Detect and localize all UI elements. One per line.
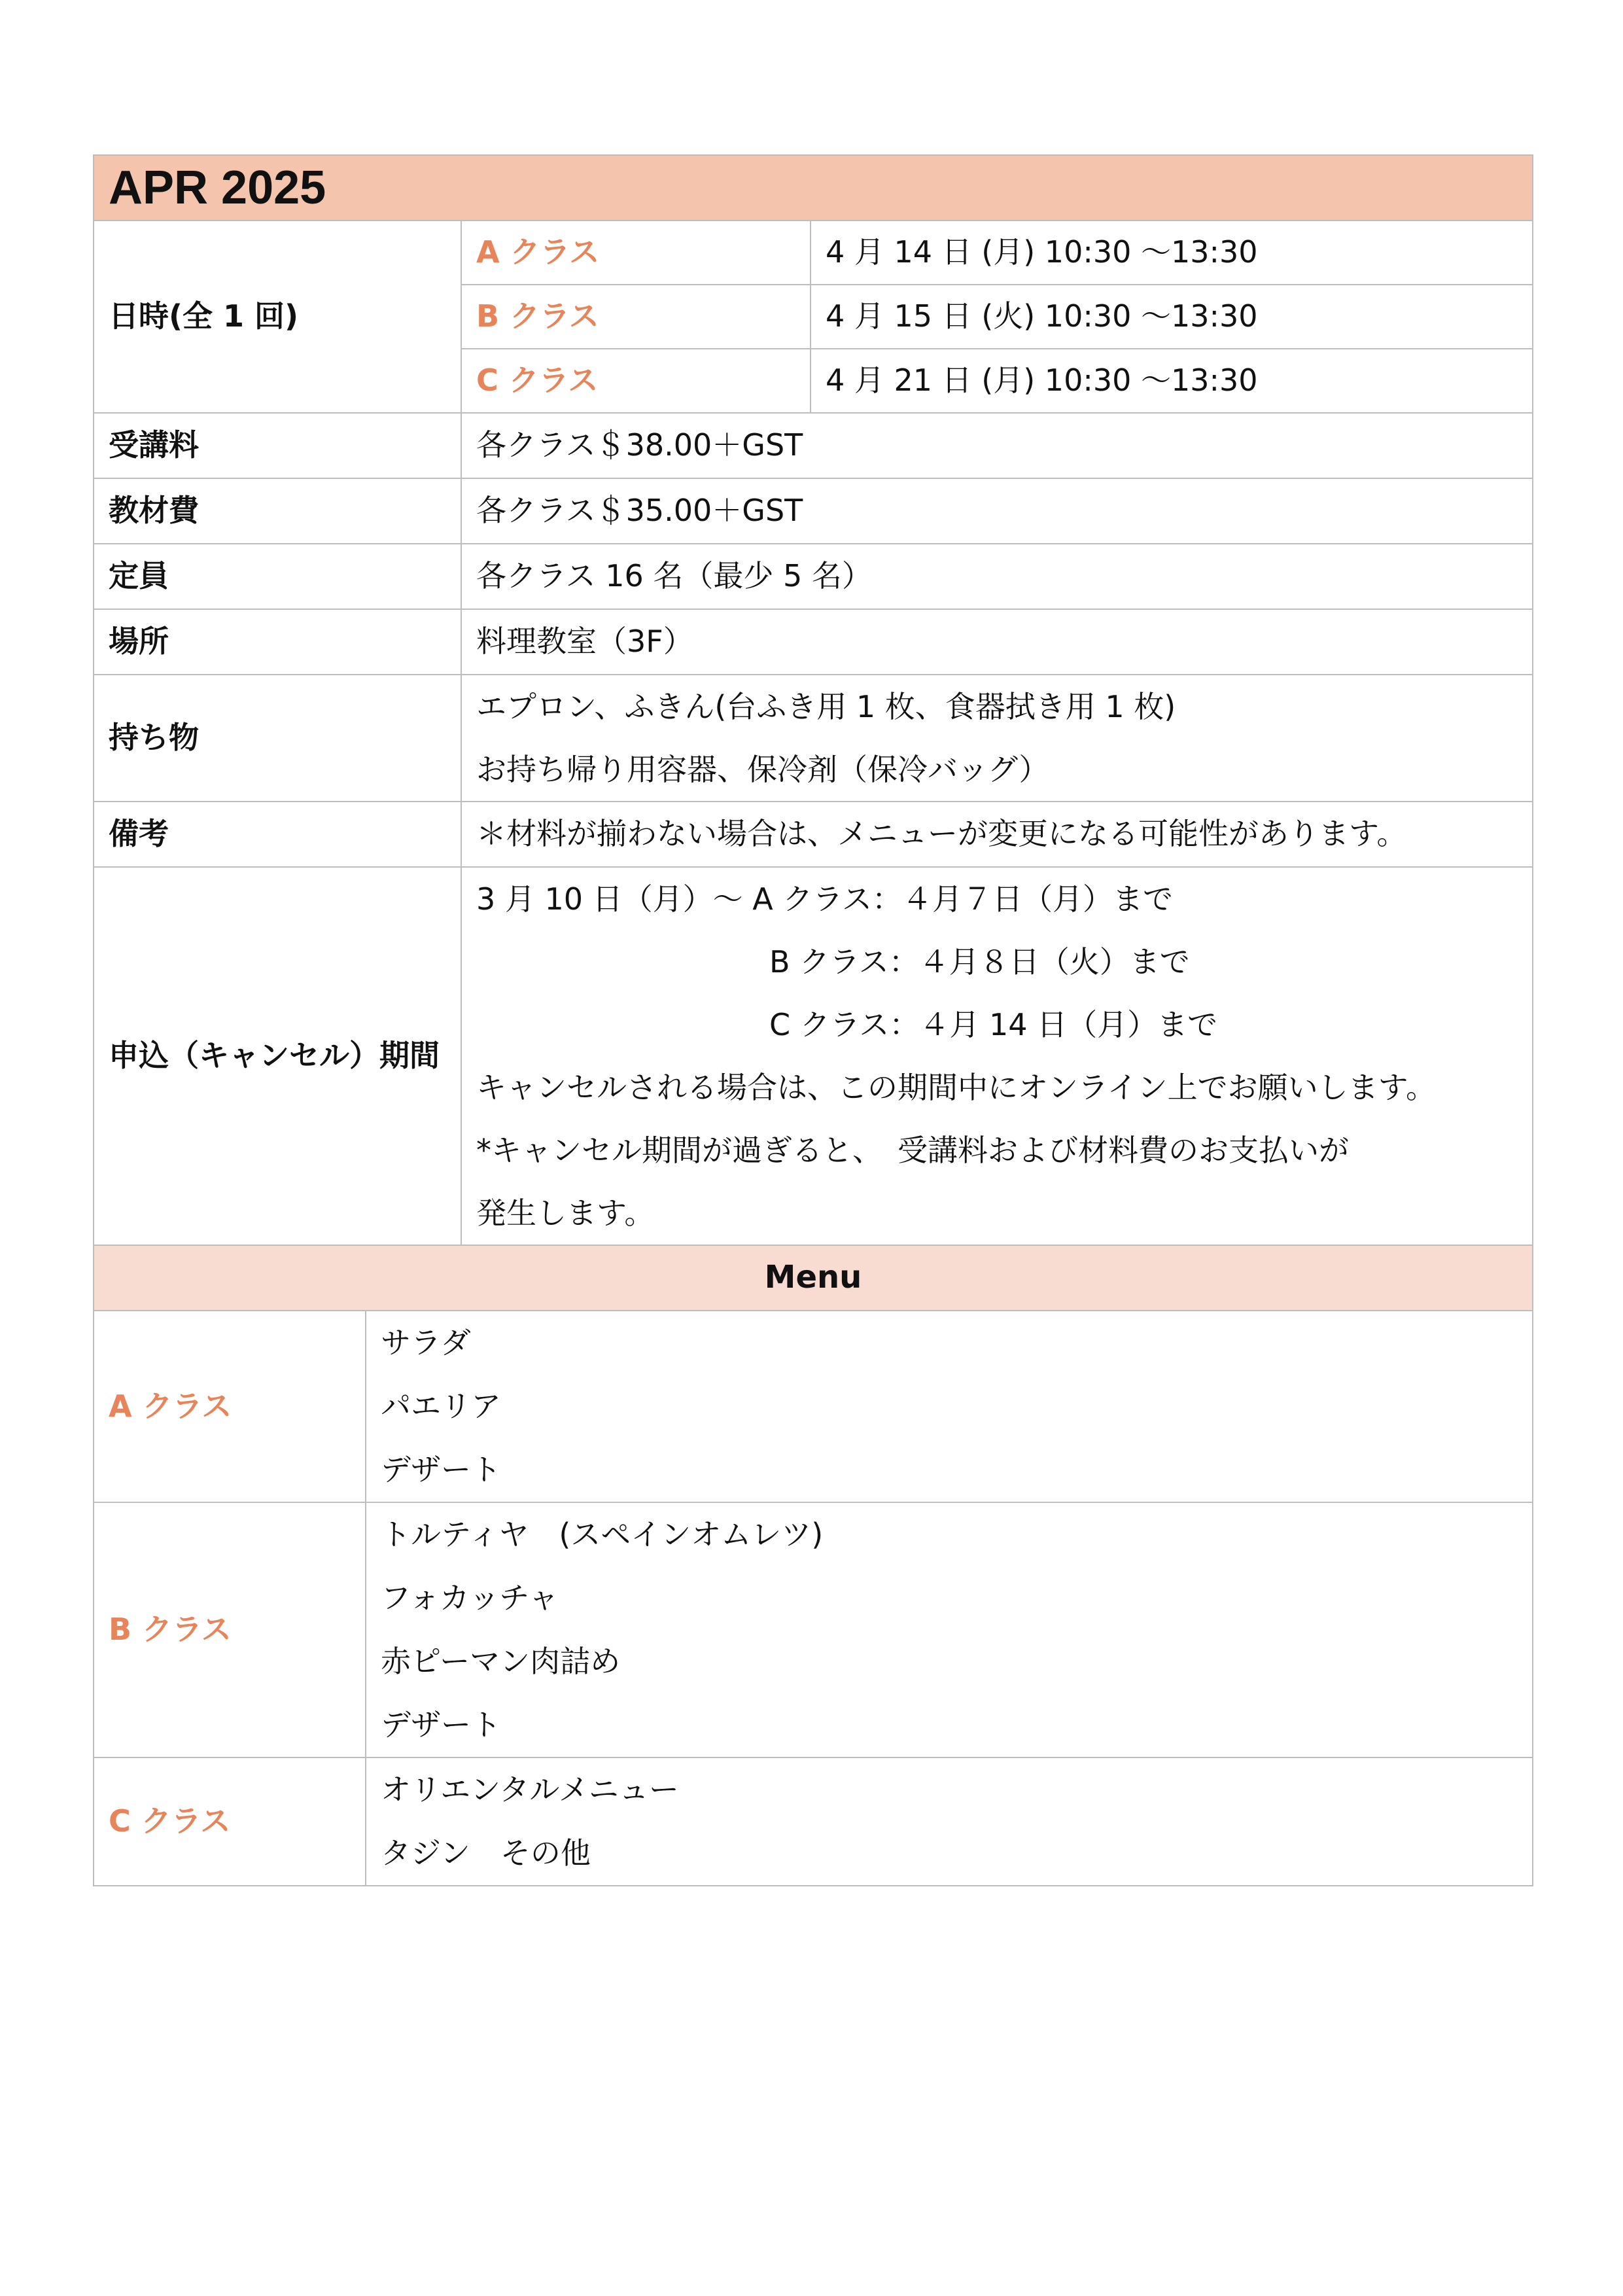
material-label: 教材費 [94, 478, 461, 544]
notes-row [94, 802, 1533, 867]
menu-header: Menu [94, 1245, 1533, 1311]
application-row [94, 867, 1533, 1245]
notes-label: 備考 [94, 802, 461, 867]
belongings-line-2: お持ち帰り用容器、保冷剤（保冷バッグ） [476, 752, 1049, 787]
schedule-row-a [94, 221, 1533, 285]
place-label: 場所 [94, 609, 461, 675]
material-row [94, 478, 1533, 544]
menu-row-a [94, 1311, 1533, 1502]
menu-item: オリエンタルメニュー [381, 1772, 679, 1807]
schedule-class-a: A クラス [461, 221, 811, 285]
capacity-row [94, 544, 1533, 609]
menu-item: デザート [381, 1452, 501, 1487]
menu-class-b: B クラス [94, 1502, 366, 1757]
application-line-1: 3 月 10 日（月）～ A クラス：４月７日（月）まで [476, 881, 1173, 917]
schedule-label: 日時(全 1 回) [94, 221, 461, 413]
application-value [461, 867, 1533, 1245]
schedule-class-c: C クラス [461, 349, 811, 413]
application-label: 申込（キャンセル）期間 [94, 867, 461, 1245]
menu-items-b [366, 1502, 1533, 1757]
menu-class-a: A クラス [94, 1311, 366, 1502]
menu-item: 赤ピーマン肉詰め [381, 1644, 621, 1679]
fee-row [94, 413, 1533, 478]
fee-value: 各クラス＄38.00＋GST [461, 413, 1533, 478]
schedule-time-c: 4 月 21 日 (月) 10:30 ～13:30 [811, 349, 1533, 413]
schedule-time-b: 4 月 15 日 (火) 10:30 ～13:30 [811, 285, 1533, 349]
menu-item: パエリア [381, 1388, 501, 1424]
menu-item: フォカッチャ [381, 1580, 559, 1616]
schedule-time-a: 4 月 14 日 (月) 10:30 ～13:30 [811, 221, 1533, 285]
menu-item: タジン その他 [381, 1835, 591, 1871]
application-line-6: 発生します。 [476, 1195, 655, 1231]
menu-row-c [94, 1757, 1533, 1886]
belongings-row [94, 675, 1533, 802]
application-line-5: *キャンセル期間が過ぎると、 受講料および材料費のお支払いが [476, 1133, 1349, 1168]
belongings-line-1: エプロン、ふきん(台ふき用 1 枚、食器拭き用 1 枚) [476, 689, 1176, 724]
application-line-2: B クラス：４月８日（火）まで [769, 944, 1190, 980]
fee-label: 受講料 [94, 413, 461, 478]
notes-value: ＊材料が揃わない場合は、メニューが変更になる可能性があります。 [461, 802, 1533, 867]
belongings-value [461, 675, 1533, 802]
month-title: APR 2025 [94, 155, 1533, 221]
menu-class-c: C クラス [94, 1757, 366, 1886]
place-row [94, 609, 1533, 675]
menu-table [93, 1245, 1533, 1886]
schedule-class-b: B クラス [461, 285, 811, 349]
menu-items-c [366, 1757, 1533, 1886]
menu-item: デザート [381, 1707, 501, 1742]
menu-items-a [366, 1311, 1533, 1502]
material-value: 各クラス＄35.00＋GST [461, 478, 1533, 544]
belongings-label: 持ち物 [94, 675, 461, 802]
info-table [93, 154, 1533, 1246]
application-line-3: C クラス：４月 14 日（月）まで [769, 1007, 1218, 1042]
place-value: 料理教室（3F） [461, 609, 1533, 675]
menu-row-b [94, 1502, 1533, 1757]
capacity-value: 各クラス 16 名（最少 5 名） [461, 544, 1533, 609]
menu-item: トルティヤ (スペインオムレツ) [381, 1517, 824, 1552]
application-line-4: キャンセルされる場合は、この期間中にオンライン上でお願いします。 [476, 1070, 1436, 1105]
menu-item: サラダ [381, 1325, 471, 1360]
class-schedule-sheet [93, 154, 1532, 1886]
capacity-label: 定員 [94, 544, 461, 609]
